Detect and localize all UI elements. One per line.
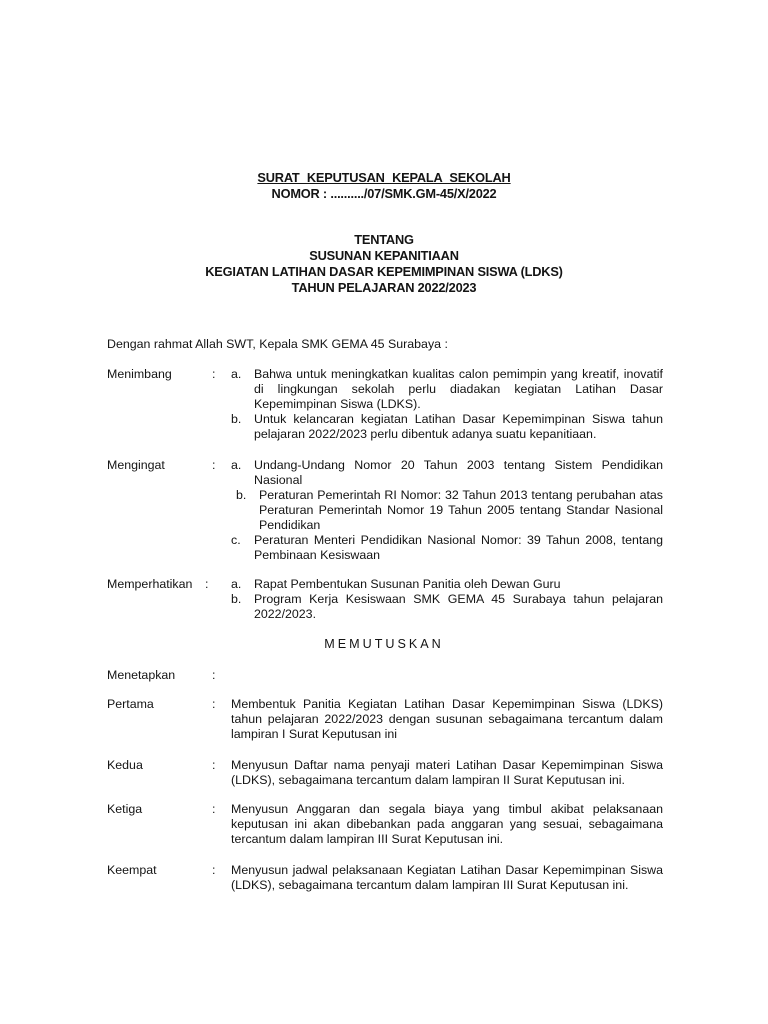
section-colon: : xyxy=(212,802,216,816)
section-body xyxy=(231,367,663,442)
document-header xyxy=(0,170,768,202)
section-colon: : xyxy=(212,367,216,381)
list-item xyxy=(231,533,663,563)
section-kedua xyxy=(107,758,663,788)
list-item xyxy=(236,488,663,533)
subject-line-2: SUSUNAN KEPANITIAAN xyxy=(309,248,459,263)
section-body xyxy=(231,458,663,563)
section-keempat xyxy=(107,863,663,893)
list-marker: b. xyxy=(236,488,247,502)
list-item-text: Peraturan Pemerintah RI Nomor: 32 Tahun 2013 tentang perubahan atas Peraturan Pemerintah Nomor 19 Tahun 2005 tentang Standar Nasional Pendidikan xyxy=(259,488,663,532)
opening-statement: Dengan rahmat Allah SWT, Kepala SMK GEMA 45 Surabaya : xyxy=(107,337,448,351)
section-colon: : xyxy=(212,863,216,877)
section-body: Menyusun jadwal pelaksanaan Kegiatan Latihan Dasar Kepemimpinan Siswa (LDKS), sebagaimana tercantum dalam lampiran III Surat Keputusan ini. xyxy=(231,863,663,892)
section-colon: : xyxy=(212,697,216,711)
list-marker: b. xyxy=(231,412,242,426)
list-item xyxy=(231,367,663,412)
list-item xyxy=(231,577,663,592)
list-marker: a. xyxy=(231,577,242,591)
list-item-text: Untuk kelancaran kegiatan Latihan Dasar Kepemimpinan Siswa tahun pelajaran 2022/2023 perlu dibentuk adanya suatu kepanitiaan. xyxy=(254,412,663,441)
list-item-text: Undang-Undang Nomor 20 Tahun 2003 tentang Sistem Pendidikan Nasional xyxy=(254,458,663,487)
subject-line-4: TAHUN PELAJARAN 2022/2023 xyxy=(291,280,477,295)
section-body: Menyusun Daftar nama penyaji materi Latihan Dasar Kepemimpinan Siswa (LDKS), sebagaimana tercantum dalam lampiran II Surat Keputusan ini. xyxy=(231,758,663,787)
section-ketiga xyxy=(107,802,663,847)
section-mengingat xyxy=(107,458,663,563)
section-label: Keempat xyxy=(107,863,157,877)
list-item-text: Rapat Pembentukan Susunan Panitia oleh Dewan Guru xyxy=(254,577,561,591)
list-marker: a. xyxy=(231,367,242,381)
section-body xyxy=(231,577,663,622)
subject-block xyxy=(0,232,768,296)
section-body: Membentuk Panitia Kegiatan Latihan Dasar Kepemimpinan Siswa (LDKS) tahun pelajaran 2022/2023 dengan susunan sebagaimana tercantum dalam lampiran I Surat Keputusan ini xyxy=(231,697,663,741)
section-body: Menyusun Anggaran dan segala biaya yang timbul akibat pelaksanaan keputusan ini akan dibebankan pada anggaran yang sesuai, sebagaimana tercantum dalam lampiran III Surat Keputusan ini. xyxy=(231,802,663,846)
section-label: Kedua xyxy=(107,758,143,772)
section-pertama xyxy=(107,697,663,742)
list-marker: c. xyxy=(231,533,241,547)
list-item xyxy=(231,458,663,488)
section-label: Memperhatikan xyxy=(107,577,193,591)
section-colon: : xyxy=(212,458,216,472)
section-menimbang xyxy=(107,367,663,442)
list-marker: b. xyxy=(231,592,242,606)
section-colon: : xyxy=(212,668,216,682)
memutuskan-heading: MEMUTUSKAN xyxy=(324,637,444,651)
section-label: Pertama xyxy=(107,697,154,711)
section-menetapkan xyxy=(107,668,663,683)
list-item-text: Peraturan Menteri Pendidikan Nasional Nomor: 39 Tahun 2008, tentang Pembinaan Kesiswaan xyxy=(254,533,663,562)
list-item xyxy=(231,412,663,442)
subject-line-3: KEGIATAN LATIHAN DASAR KEPEMIMPINAN SISWA (LDKS) xyxy=(205,264,563,279)
list-item xyxy=(231,592,663,622)
section-label: Mengingat xyxy=(107,458,165,472)
subject-line-1: TENTANG xyxy=(354,232,414,247)
list-item-text: Bahwa untuk meningkatkan kualitas calon pemimpin yang kreatif, inovatif di lingkungan sekolah perlu diadakan kegiatan Latihan Dasar Kepemimpinan Siswa (LDKS). xyxy=(254,367,663,411)
section-body xyxy=(231,668,663,683)
section-colon: : xyxy=(212,758,216,772)
section-colon: : xyxy=(205,577,209,591)
list-marker: a. xyxy=(231,458,242,472)
section-label: Ketiga xyxy=(107,802,143,816)
list-item-text: Program Kerja Kesiswaan SMK GEMA 45 Surabaya tahun pelajaran 2022/2023. xyxy=(254,592,663,621)
section-label: Menimbang xyxy=(107,367,172,381)
section-memperhatikan xyxy=(107,577,663,622)
document-title: SURAT KEPUTUSAN KEPALA SEKOLAH xyxy=(257,170,511,185)
document-number: NOMOR : ........../07/SMK.GM-45/X/2022 xyxy=(271,186,497,201)
section-label: Menetapkan xyxy=(107,668,176,682)
